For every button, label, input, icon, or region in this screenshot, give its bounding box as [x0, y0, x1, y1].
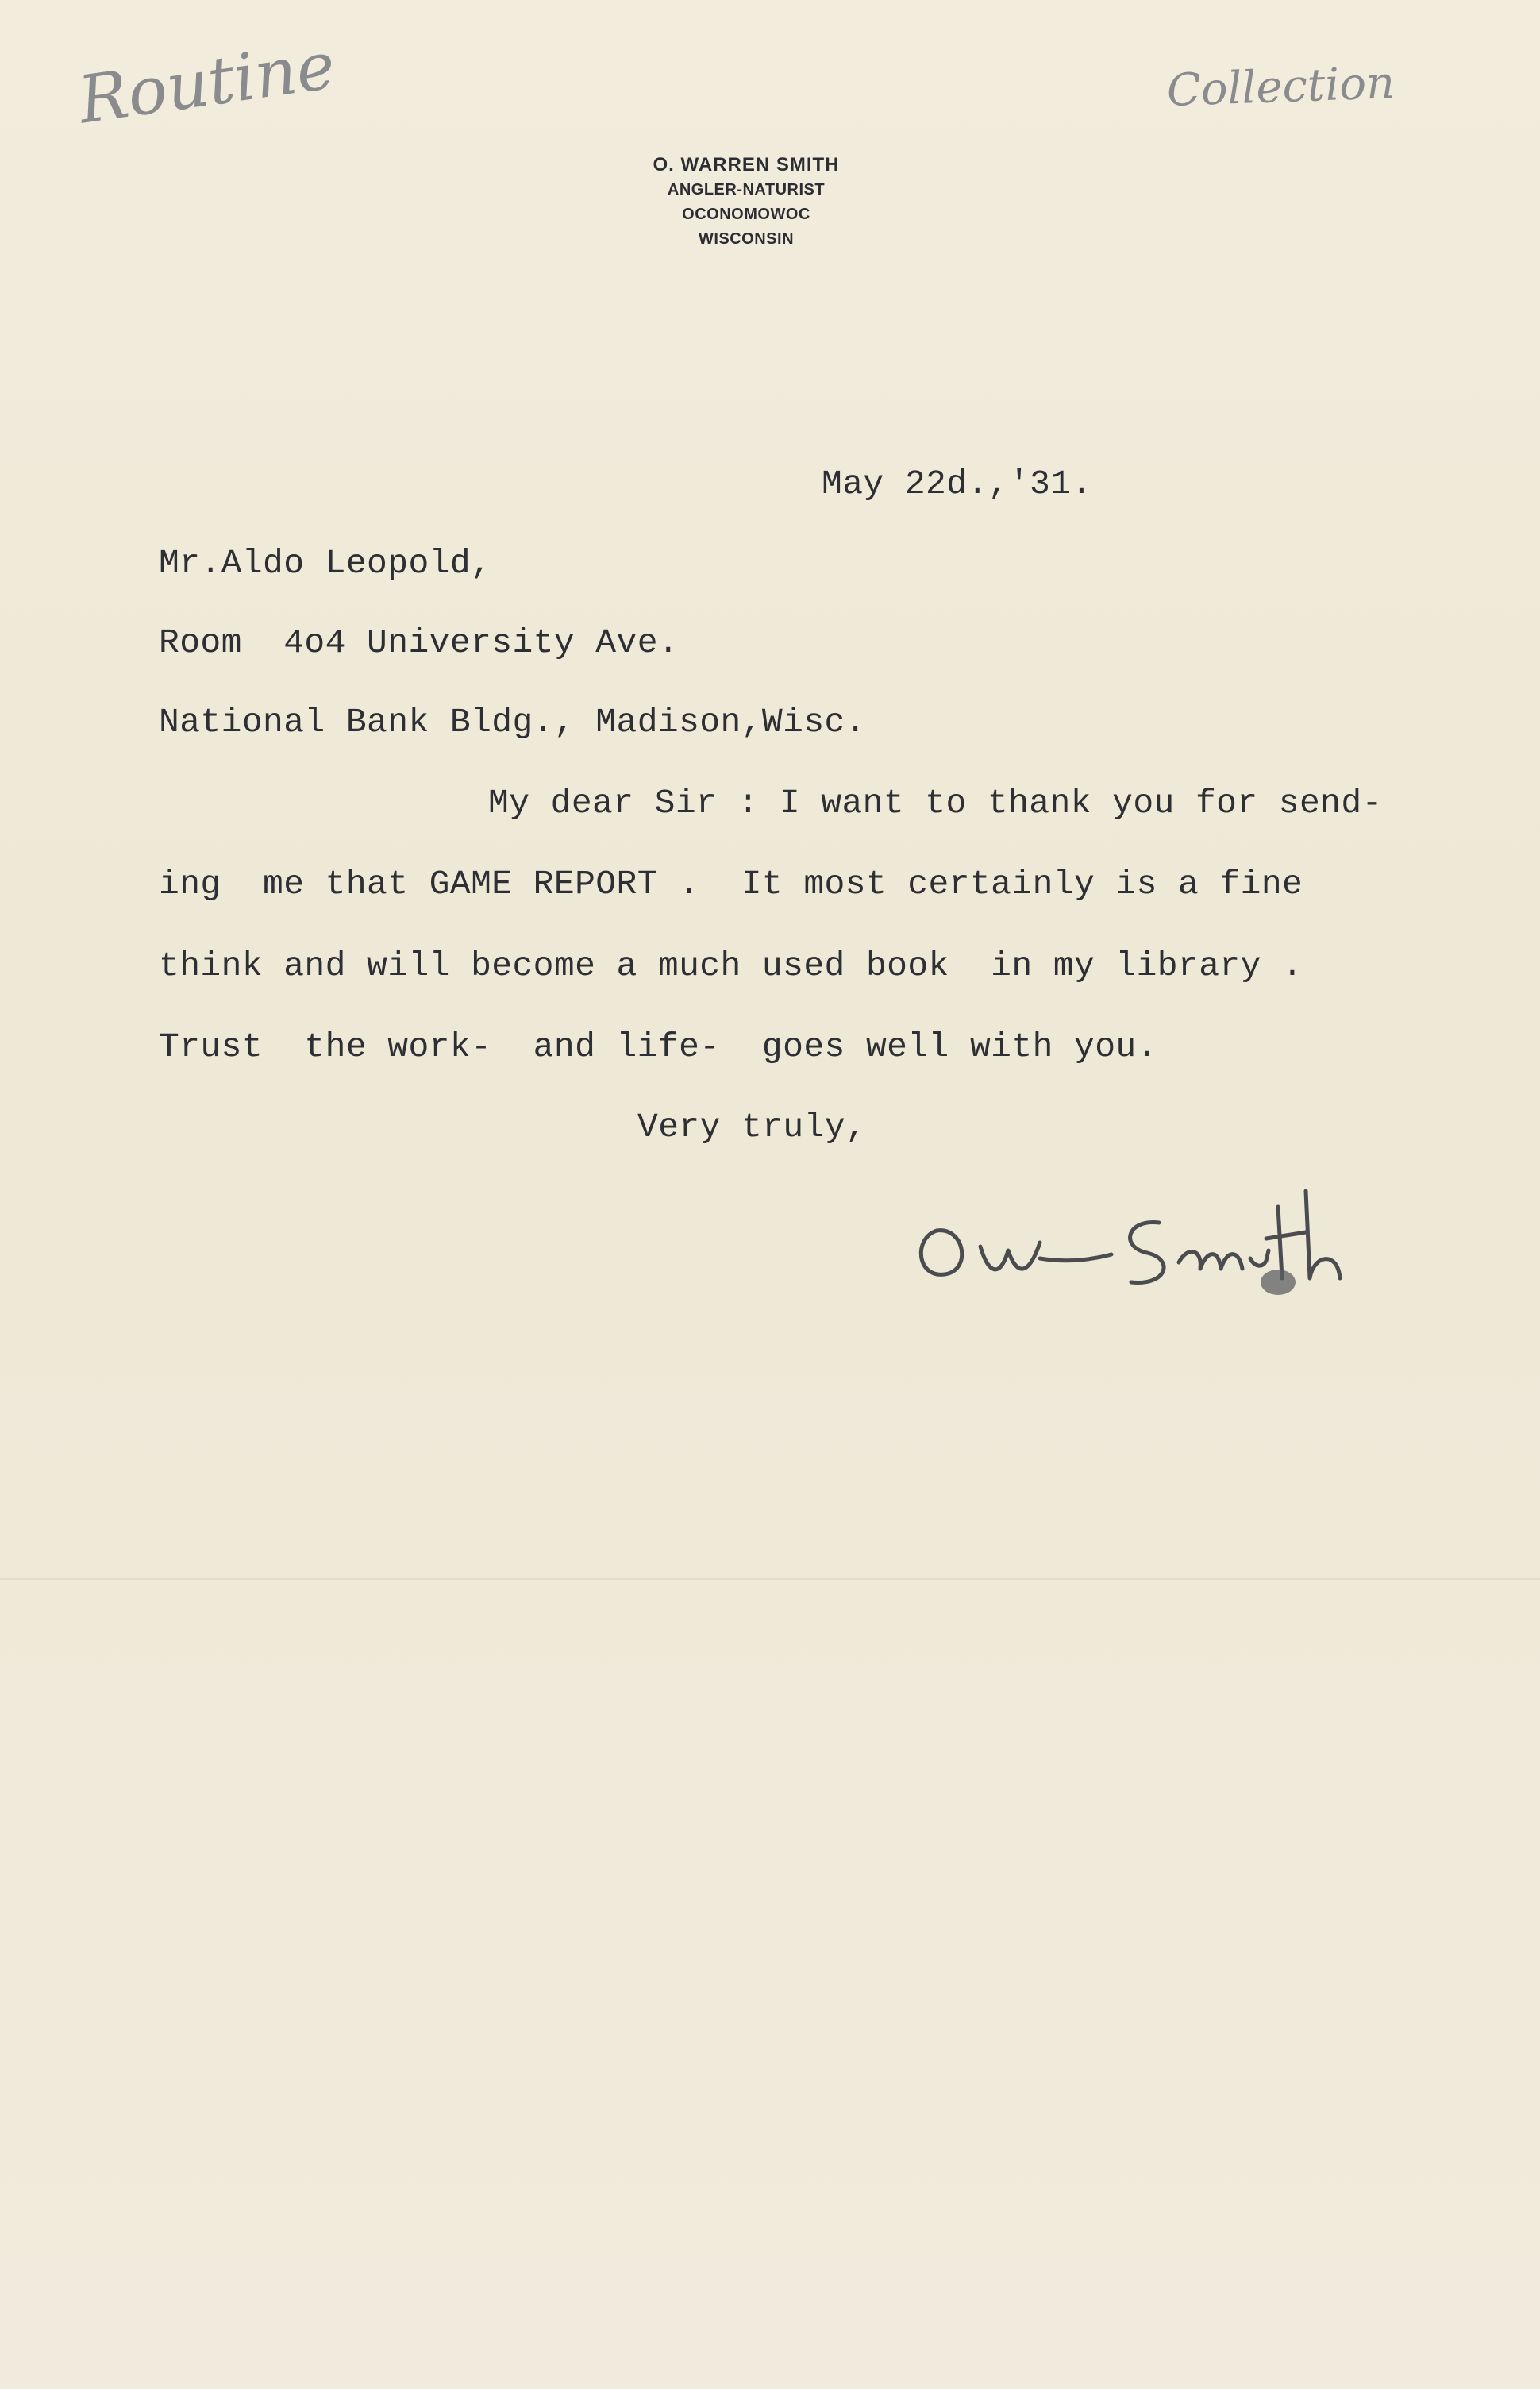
margin-note-collection: Collection [1165, 57, 1396, 117]
body-line: think and will become a much used book in my library . [159, 946, 1303, 985]
letterhead [508, 156, 984, 256]
recipient-name: Mr.Aldo Leopold, [159, 544, 492, 583]
recipient-city-line: National Bank Bldg., Madison,Wisc. [159, 703, 866, 742]
paper-fold-line [0, 1578, 1540, 1580]
body-line: ing me that GAME REPORT . It most certainly is a fine [159, 865, 1303, 904]
letterhead-name: O. WARREN SMITH [653, 154, 840, 175]
closing: Very truly, [637, 1108, 867, 1146]
letterhead-state: WISCONSIN [698, 230, 795, 248]
recipient-address-line: Room 4o4 University Ave. [159, 623, 680, 662]
signature [905, 1175, 1365, 1310]
margin-note-routine: Routine [74, 28, 340, 139]
letter-date: May 22d.,'31. [822, 464, 1092, 503]
body-line: Trust the work- and life- goes well with you. [159, 1027, 1157, 1066]
body-line: My dear Sir : I want to thank you for send- [488, 784, 1383, 823]
letterhead-title: ANGLER-NATURIST [667, 181, 826, 198]
letterhead-city: OCONOMOWOC [682, 206, 810, 223]
